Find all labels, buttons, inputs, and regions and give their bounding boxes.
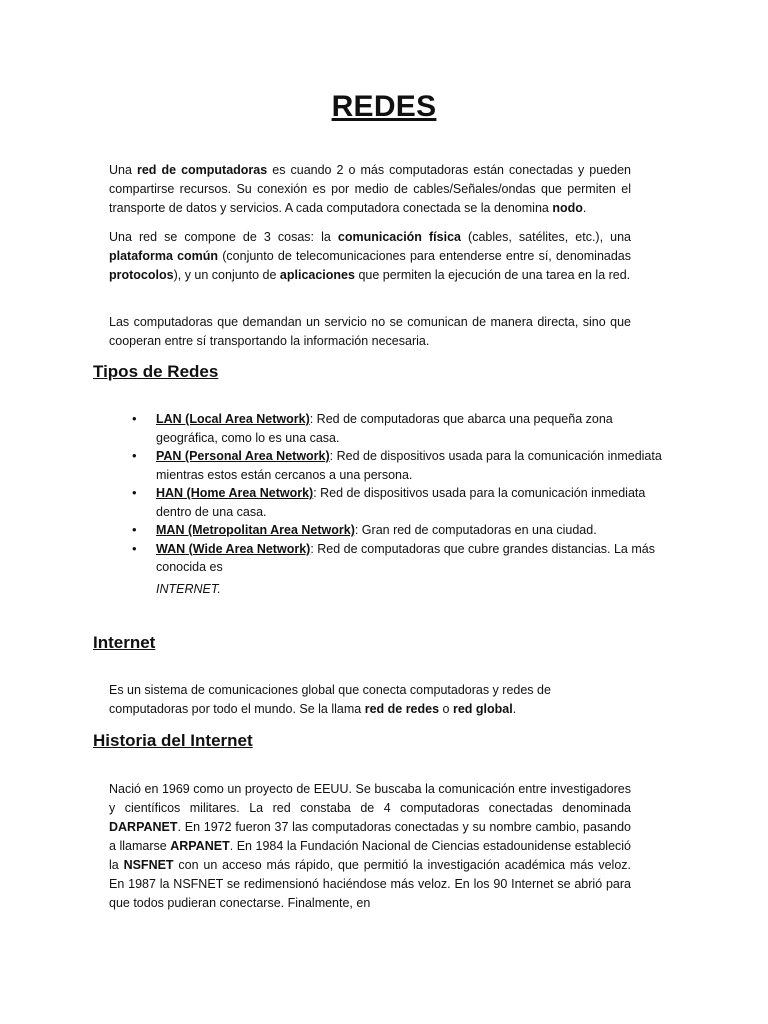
historia-paragraph — [109, 780, 631, 913]
list-item — [130, 540, 675, 599]
section-heading-internet: Internet — [93, 633, 156, 652]
list-desc: : Red de computadoras que cubre grandes distancias. La más conocida es — [156, 541, 655, 574]
bullet-icon: • — [132, 522, 137, 537]
text-run: ), y un conjunto de — [173, 268, 280, 282]
intro-paragraph-1 — [109, 161, 631, 218]
text-run: . — [582, 201, 587, 215]
list-term: HAN (Home Area Network) — [156, 486, 314, 500]
list-term: LAN (Local Area Network) — [156, 412, 310, 426]
list-term: PAN (Personal Area Network) — [156, 449, 330, 463]
bold-term: NSFNET — [123, 858, 174, 872]
bold-term: comunicación física — [337, 230, 461, 244]
bold-term: plataforma común — [109, 249, 219, 263]
text-run: . — [512, 702, 517, 716]
text-run: Es un sistema de comunicaciones global que conecta computadoras y redes de computadoras por todo el mundo. Se la llama — [109, 683, 551, 716]
bold-term: DARPANET — [109, 820, 178, 834]
intro-paragraph-2 — [109, 228, 631, 285]
internet-paragraph — [109, 681, 631, 719]
list-item — [130, 484, 675, 521]
list-term: WAN (Wide Area Network) — [156, 541, 311, 556]
text-run: Una red se compone de 3 cosas: la — [109, 230, 338, 244]
list-desc: : Red de computadoras que abarca una pequeña zona geográfica, como lo es una casa. — [156, 412, 613, 445]
bold-term: protocolos — [109, 268, 174, 282]
bold-term: red de computadoras — [136, 163, 268, 177]
list-desc: : Red de dispositivos usada para la comunicación inmediata dentro de una casa. — [156, 486, 646, 519]
list-item — [130, 447, 675, 484]
text-run: . En 1984 la Fundación Nacional de Ciencias estadounidense estableció la — [109, 839, 632, 872]
bold-term: red de redes — [364, 702, 440, 716]
section-heading-tipos: Tipos de Redes — [93, 362, 219, 381]
text-run: Una — [109, 163, 137, 177]
list-desc: : Red de dispositivos usada para la comunicación inmediata mientras estos están cercanos a una persona. — [156, 449, 662, 482]
bullet-icon: • — [132, 540, 137, 556]
section-heading-historia: Historia del Internet — [93, 731, 253, 750]
list-item — [130, 521, 675, 540]
bold-term: red global — [452, 702, 513, 716]
text-run: o — [439, 702, 453, 716]
text-run: (conjunto de telecomunicaciones para entenderse entre sí, denominadas — [218, 249, 632, 263]
list-extra: INTERNET. — [156, 581, 221, 596]
bullet-icon: • — [132, 448, 137, 463]
bullet-icon: • — [132, 411, 137, 426]
list-desc: : Gran red de computadoras en una ciudad. — [354, 523, 597, 537]
bold-term: ARPANET — [170, 839, 230, 853]
text-run: (cables, satélites, etc.), una — [460, 230, 631, 244]
network-types-list — [130, 410, 675, 598]
text-run: es cuando 2 o más computadoras están conectadas y pueden compartirse recursos. Su conexión es por medio de cables/Señales/ondas que permiten el transporte de datos y servicios. A cada computadora conectada se la denomina — [109, 163, 631, 215]
page-title: REDES — [331, 90, 437, 123]
text-run: que permiten la ejecución de una tarea en la red. — [354, 268, 631, 282]
text-run: con un acceso más rápido, que permitió la investigación académica más veloz. En 1987 la NSFNET se redimensionó haciéndose más veloz. En los 90 Internet se abrió para que todos pudieran conectarse. Finalmente, en — [109, 858, 632, 910]
list-item — [130, 410, 675, 447]
list-term: MAN (Metropolitan Area Network) — [156, 523, 355, 537]
bold-term: aplicaciones — [279, 268, 355, 282]
text-run: . En 1972 fueron 37 las computadoras conectadas y su nombre cambio, pasando a llamarse — [109, 820, 631, 853]
bold-term: nodo — [552, 201, 583, 215]
intro-paragraph-3: Las computadoras que demandan un servicio no se comunican de manera directa, sino que cooperan entre sí transportando la información necesaria. — [109, 315, 631, 348]
bullet-icon: • — [132, 485, 137, 500]
text-run: Nació en 1969 como un proyecto de EEUU. Se buscaba la comunicación entre investigadores y científicos militares. La red constaba de 4 computadoras conectadas denominada — [109, 782, 631, 815]
